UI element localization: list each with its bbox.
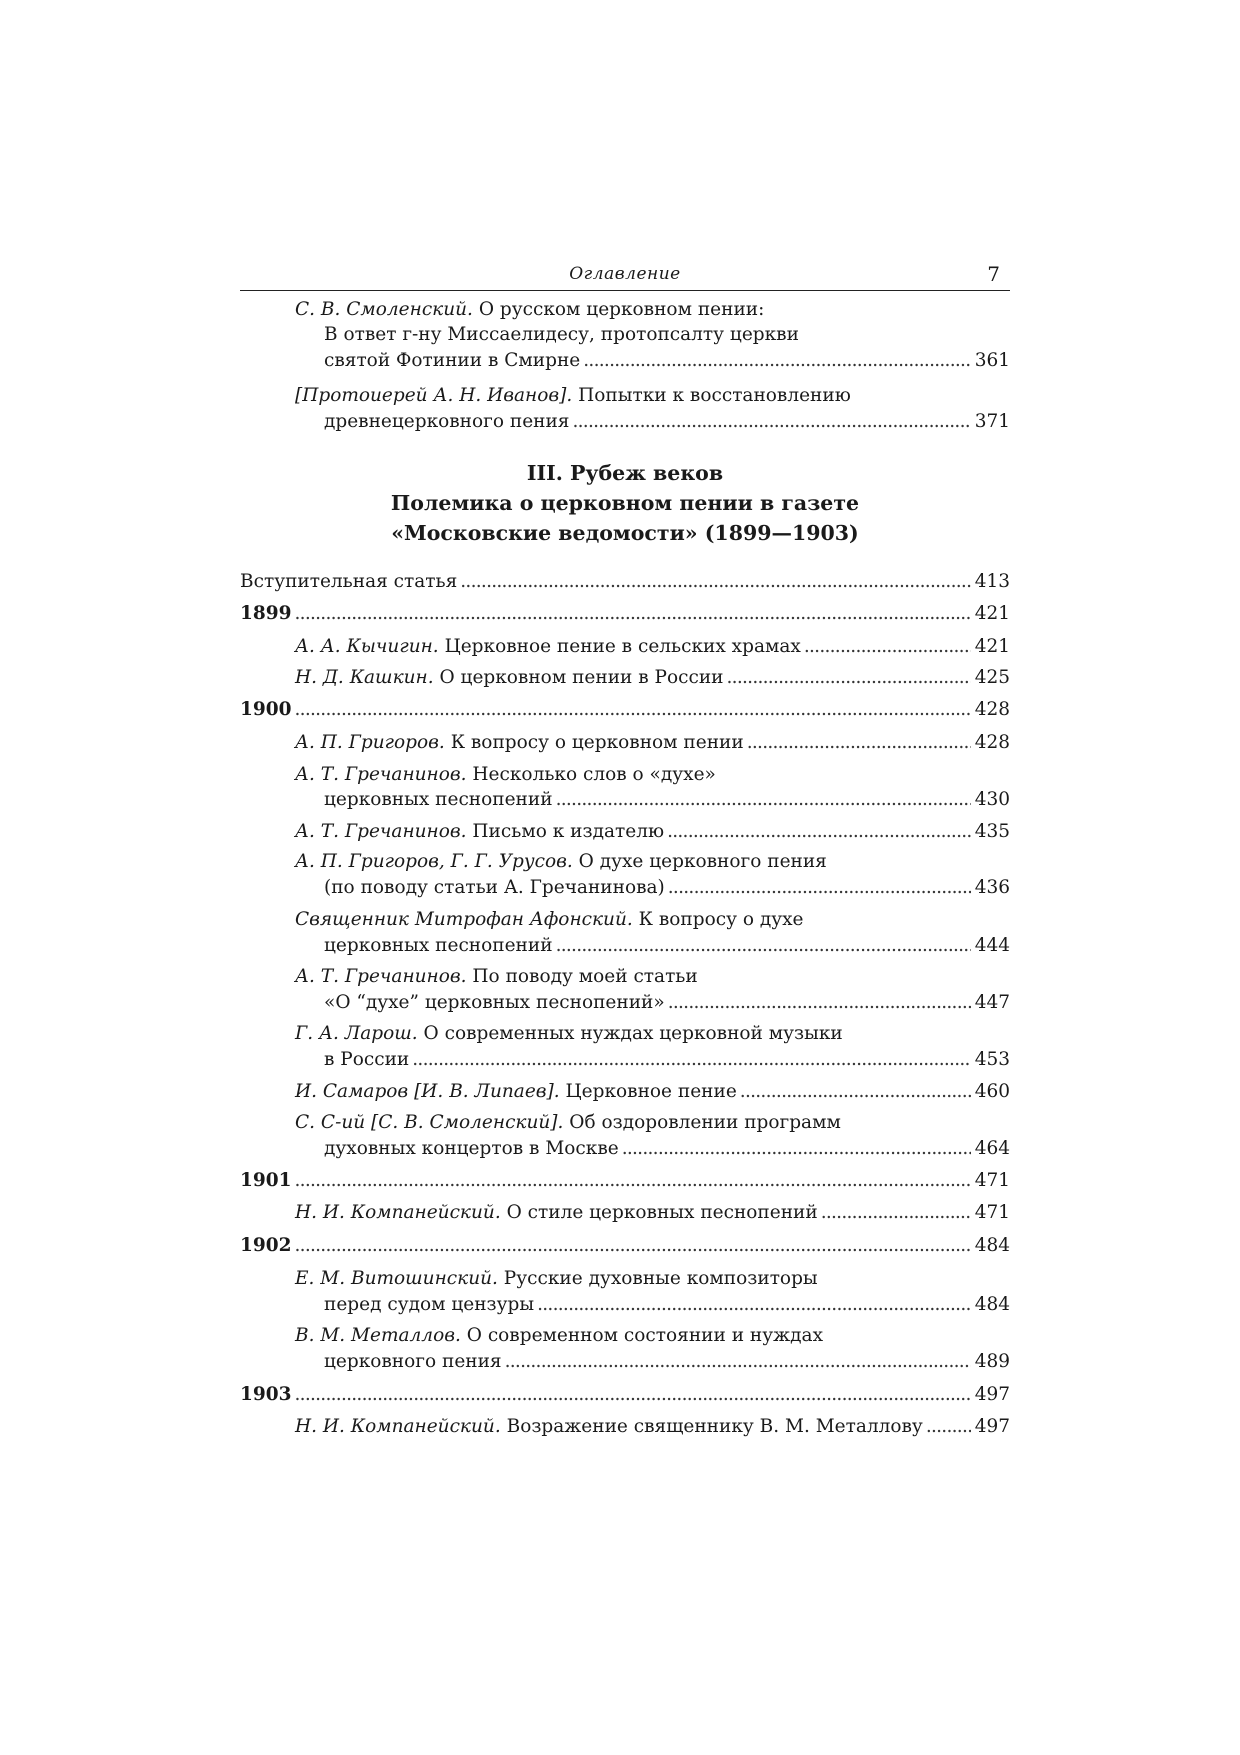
toc-entry-line [295, 382, 1010, 410]
entry-author: [Протоиерей А. Н. Иванов]. [295, 385, 573, 406]
entry-title: святой Фотинии в Смирне [324, 347, 583, 375]
section-heading-line-3: «Московские ведомости» (1899—1903) [391, 521, 859, 545]
toc-entry-line [324, 989, 1010, 1017]
toc-entry-line [324, 1291, 1010, 1319]
entry-title: О церковном пении в России [439, 667, 724, 688]
toc-entry-line [324, 321, 1010, 349]
dot-leader [295, 696, 971, 724]
year-heading [240, 1232, 1010, 1260]
entry-title: (по поводу статьи А. Гречанинова) [324, 874, 668, 902]
dot-leader [295, 1167, 971, 1195]
entry-title: О современных нуждах церковной музыки [423, 1023, 843, 1044]
toc-entry-line [295, 1322, 1010, 1350]
entry-author: Г. А. Ларош. [295, 1023, 418, 1044]
header-rule [240, 290, 1010, 291]
dot-leader [537, 1291, 971, 1319]
entry-title: Письмо к издателю [472, 821, 665, 842]
toc-entry-line [240, 568, 1010, 596]
entry-author: Н. Д. Кашкин. [295, 667, 434, 688]
dot-leader [667, 818, 971, 846]
entry-title: церковного пения [324, 1348, 505, 1376]
toc-entry-line [324, 786, 1010, 814]
entry-author: А. П. Григоров, Г. Г. Урусов. [295, 851, 573, 872]
entry-page: 489 [974, 1351, 1010, 1372]
dot-leader [740, 1078, 971, 1106]
section-heading-line-2: Полемика о церковном пении в газете [390, 491, 860, 515]
dot-leader [804, 633, 971, 661]
dot-leader [622, 1135, 971, 1163]
entry-page: 421 [974, 603, 1010, 624]
entry-author: Н. И. Компанейский. [295, 1416, 501, 1437]
entry-author: А. П. Григоров. [295, 732, 445, 753]
toc-entry-line [295, 633, 1010, 661]
toc-entry-line [324, 1046, 1010, 1074]
entry-title: Несколько слов о «духе» [472, 764, 716, 785]
entry-page: 484 [974, 1235, 1010, 1256]
entry-page: 497 [974, 1416, 1010, 1437]
entry-page: 421 [974, 636, 1010, 657]
entry-author: Священник Митрофан Афонский. [295, 909, 633, 930]
dot-leader [583, 347, 970, 375]
year-label: 1903 [240, 1381, 295, 1409]
year-label: 1902 [240, 1232, 295, 1260]
entry-page: 428 [974, 732, 1010, 753]
entry-author: А. А. Кычигин. [295, 636, 439, 657]
dot-leader [295, 1232, 971, 1260]
entry-title: О стиле церковных песнопений [506, 1202, 818, 1223]
toc-entry-line [324, 874, 1010, 902]
entry-page: 413 [974, 571, 1010, 592]
entry-page: 436 [974, 877, 1010, 898]
entry-author: А. Т. Гречанинов. [295, 821, 467, 842]
entry-title: В ответ г-ну Миссаелидесу, протопсалту церкви [324, 324, 799, 345]
year-heading [240, 1381, 1010, 1409]
entry-author: С. В. Смоленский. [295, 299, 473, 320]
toc-entry-line [324, 408, 1010, 436]
dot-leader [295, 1381, 971, 1409]
entry-title: в России [324, 1046, 412, 1074]
toc-entry-line [295, 1020, 1010, 1048]
entry-title: церковных песнопений [324, 932, 556, 960]
entry-page: 444 [974, 935, 1010, 956]
toc-entry-line [324, 1135, 1010, 1163]
entry-title: Русские духовные композиторы [503, 1268, 818, 1289]
dot-leader [668, 989, 971, 1017]
toc-entry-line [295, 818, 1010, 846]
entry-author: В. М. Металлов. [295, 1325, 461, 1346]
running-head [240, 262, 1010, 292]
toc-entry-line [295, 963, 1010, 991]
entry-title: К вопросу о духе [638, 909, 804, 930]
year-label: 1899 [240, 600, 295, 628]
page-number: 7 [987, 262, 1000, 286]
entry-page: 435 [974, 821, 1010, 842]
toc-entry-line [324, 1348, 1010, 1376]
toc-entry-line [295, 1265, 1010, 1293]
dot-leader [505, 1348, 971, 1376]
toc-entry-line [295, 1109, 1010, 1137]
section-heading-line-1: III. Рубеж веков [526, 461, 724, 485]
dot-leader [668, 874, 971, 902]
entry-author: Н. И. Компанейский. [295, 1202, 501, 1223]
toc-entry-line [295, 664, 1010, 692]
entry-author: А. Т. Гречанинов. [295, 764, 467, 785]
entry-title: Церковное пение [565, 1081, 737, 1102]
entry-page: 428 [974, 699, 1010, 720]
dot-leader [727, 664, 971, 692]
entry-title: церковных песнопений [324, 786, 556, 814]
intro-label: Вступительная статья [240, 568, 460, 596]
toc-entry-line [295, 1078, 1010, 1106]
year-label: 1901 [240, 1167, 295, 1195]
toc-entry-line [295, 296, 1010, 324]
dot-leader [556, 786, 971, 814]
entry-title: Возражение священнику В. М. Металлову [506, 1416, 923, 1437]
toc-entry-line [295, 848, 1010, 876]
entry-author: Е. М. Витошинский. [295, 1268, 498, 1289]
entry-page: 471 [974, 1202, 1010, 1223]
entry-author: И. Самаров [И. В. Липаев]. [295, 1081, 560, 1102]
entry-title: Попытки к восстановлению [578, 385, 851, 406]
entry-author: С. С-ий [С. В. Смоленский]. [295, 1112, 564, 1133]
entry-title: К вопросу о церковном пении [450, 732, 744, 753]
toc-entry-line [295, 906, 1010, 934]
entry-title: духовных концертов в Москве [324, 1135, 622, 1163]
entry-author: А. Т. Гречанинов. [295, 966, 467, 987]
year-heading [240, 1167, 1010, 1195]
entry-title: О русском церковном пении: [478, 299, 765, 320]
entry-title: Об оздоровлении программ [569, 1112, 841, 1133]
dot-leader [556, 932, 971, 960]
year-label: 1900 [240, 696, 295, 724]
entry-page: 484 [974, 1294, 1010, 1315]
entry-page: 430 [974, 789, 1010, 810]
dot-leader [926, 1413, 971, 1441]
toc-entry-line [324, 347, 1010, 375]
entry-title: Церковное пение в сельских храмах [444, 636, 801, 657]
toc-entry-line [324, 932, 1010, 960]
entry-title: О духе церковного пения [578, 851, 827, 872]
entry-page: 497 [974, 1384, 1010, 1405]
toc-entry-line [295, 761, 1010, 789]
entry-page: 471 [974, 1170, 1010, 1191]
toc-entry-line [295, 729, 1010, 757]
dot-leader [747, 729, 971, 757]
entry-title: древнецерковного пения [324, 408, 572, 436]
dot-leader [412, 1046, 970, 1074]
entry-title: О современном состоянии и нуждах [466, 1325, 823, 1346]
entry-title: «О “духе” церковных песнопений» [324, 989, 668, 1017]
toc-entry-line [295, 1199, 1010, 1227]
year-heading [240, 600, 1010, 628]
dot-leader [460, 568, 970, 596]
running-head-title: Оглавление [569, 264, 681, 284]
toc-entry-line [295, 1413, 1010, 1441]
year-heading [240, 696, 1010, 724]
entry-page: 464 [974, 1138, 1010, 1159]
entry-page: 460 [974, 1081, 1010, 1102]
entry-title: По поводу моей статьи [472, 966, 698, 987]
entry-page: 453 [974, 1049, 1010, 1070]
entry-page: 447 [974, 992, 1010, 1013]
entry-page: 371 [974, 411, 1010, 432]
entry-page: 361 [974, 350, 1010, 371]
entry-page: 425 [974, 667, 1010, 688]
dot-leader [572, 408, 970, 436]
dot-leader [295, 600, 971, 628]
dot-leader [821, 1199, 971, 1227]
entry-title: перед судом цензуры [324, 1291, 537, 1319]
